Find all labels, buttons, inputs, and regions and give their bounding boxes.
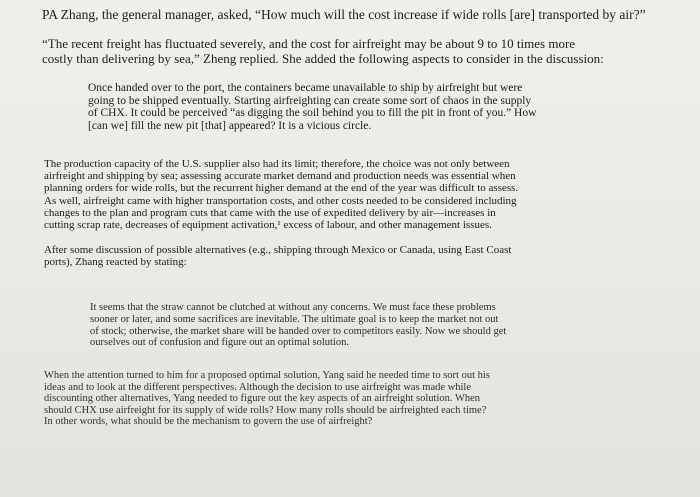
text-line: The production capacity of the U.S. supplier also had its limit; therefore, the choice was not only between [44,158,510,170]
text-line: After some discussion of possible alternatives (e.g., shipping through Mexico or Canada, using East Coast [44,244,512,256]
text-line: ports), Zhang reacted by stating: [44,256,187,269]
text-line: going to be shipped eventually. Starting airfreighting can create some sort of chaos in the supply [88,94,532,107]
text-line: “The recent freight has fluctuated severely, and the cost for airfreight may be about 9 to 10 times more [42,37,576,51]
text-line: should CHX use airfreight for its supply of wide rolls? How many rolls should be airfreighted each time? [44,404,487,416]
text-line: [can we] fill the new pit [that] appeared? It is a vicious circle. [88,119,372,132]
text-line: sooner or later, and some sacrifices are inevitable. The ultimate goal is to keep the market not out [90,313,499,325]
quote-zhang [90,302,684,349]
paragraph-question [42,6,682,23]
text-line: changes to the plan and program cuts that came with the use of expedited delivery by air—increases in [44,206,496,219]
paragraph-reply [42,37,682,66]
text-line: As well, airfreight came with higher transportation costs, and other costs needed to be considered including [44,194,517,207]
text-line: cutting scrap rate, decreases of equipment activation,¹ excess of labour, and other management issues. [44,219,492,232]
text-line: When the attention turned to him for a proposed optimal solution, Yang said he needed time to sort out his [44,370,490,381]
text-line: Once handed over to the port, the containers became unavailable to ship by airfreight but were [88,82,523,94]
paragraph-alternatives [44,244,684,269]
text-line: of stock; otherwise, the market share will be handed over to competitors easily. Now we should get [90,325,507,337]
text-line: It seems that the straw cannot be clutched at without any concerns. We must face these problems [90,302,496,313]
text-line: PA Zhang, the general manager, asked, “How much will the cost increase if wide rolls [are] transported by air?” [42,7,646,22]
text-line: airfreight and shipping by sea; assessing accurate market demand and production needs was essential when [44,170,516,183]
text-line: planning orders for wide rolls, but the recurrent higher demand at the end of the year was difficult to assess. [44,182,519,195]
text-line: costly than delivering by sea,” Zheng replied. She added the following aspects to consider in the discussion: [42,51,604,66]
text-line: ideas and to look at the different perspectives. Although the decision to use airfreight was made while [44,381,471,393]
quote-supply-chaos [88,82,686,132]
text-line: of CHX. It could be perceived “as digging the soil behind you to fill the pit in front of you.” How [88,107,537,119]
text-line: ourselves out of confusion and figure out an optimal solution. [90,337,349,349]
paragraph-capacity [44,158,684,231]
paragraph-yang [44,370,684,428]
text-line: In other words, what should be the mechanism to govern the use of airfreight? [44,416,373,427]
text-line: discounting other alternatives, Yang needed to figure out the key aspects of an airfreight solution. When [44,393,481,404]
